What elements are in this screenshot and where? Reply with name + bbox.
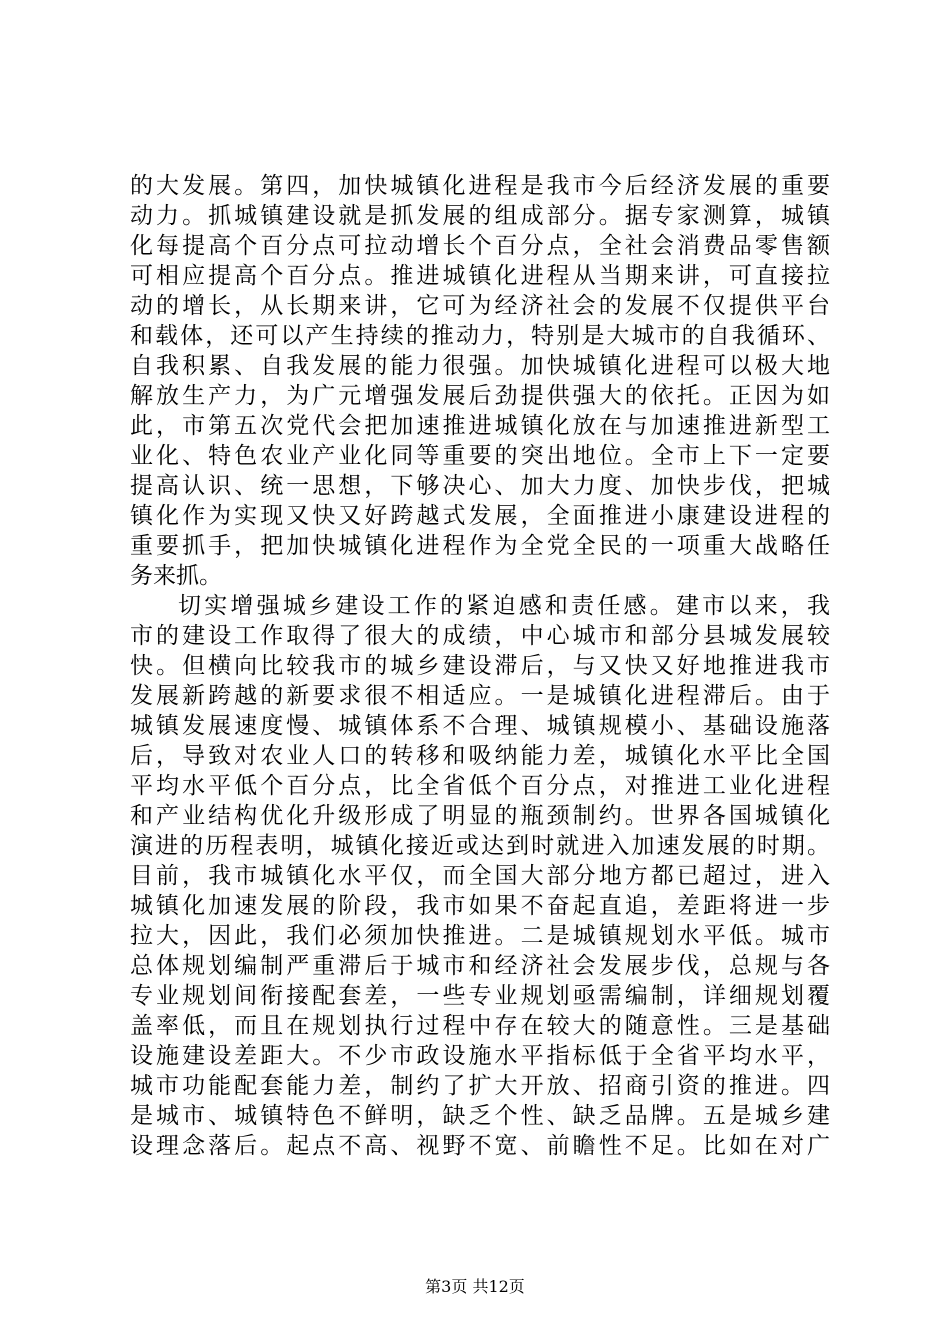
text-line: 城镇化加速发展的阶段，我市如果不奋起直追，差距将进一步	[130, 893, 830, 919]
text-line: 平均水平低个百分点，比全省低个百分点，对推进工业化进程	[130, 773, 830, 799]
text-line: 化每提高个百分点可拉动增长个百分点，全社会消费品零售额	[130, 233, 830, 259]
page-number-footer: 第3页 共12页	[425, 1277, 525, 1296]
text-line: 动的增长，从长期来讲，它可为经济社会的发展不仅提供平台	[130, 293, 830, 319]
text-line: 动力。抓城镇建设就是抓发展的组成部分。据专家测算，城镇	[130, 203, 830, 229]
text-line: 总体规划编制严重滞后于城市和经济社会发展步伐，总规与各	[130, 953, 830, 979]
text-line: 此，市第五次党代会把加速推进城镇化放在与加速推进新型工	[130, 413, 830, 439]
text-line: 和载体，还可以产生持续的推动力，特别是大城市的自我循环、	[130, 323, 830, 349]
text-line: 重要抓手，把加快城镇化进程作为全党全民的一项重大战略任	[130, 533, 830, 559]
paragraph-first-line: 切实增强城乡建设工作的紧迫感和责任感。建市以来，我	[178, 593, 830, 619]
text-line: 业化、特色农业产业化同等重要的突出地位。全市上下一定要	[130, 443, 830, 469]
paragraph-end-line: 务来抓。	[130, 563, 222, 589]
text-line: 城镇发展速度慢、城镇体系不合理、城镇规模小、基础设施落	[130, 713, 830, 739]
text-line: 目前，我市城镇化水平仅，而全国大部分地方都已超过，进入	[130, 863, 830, 889]
text-line: 演进的历程表明，城镇化接近或达到时就进入加速发展的时期。	[130, 833, 830, 859]
text-line: 提高认识、统一思想，下够决心、加大力度、加快步伐，把城	[130, 473, 830, 499]
text-line: 镇化作为实现又快又好跨越式发展，全面推进小康建设进程的	[130, 503, 830, 529]
text-line: 解放生产力，为广元增强发展后劲提供强大的依托。正因为如	[130, 383, 830, 409]
body-text	[130, 171, 830, 1161]
text-line: 可相应提高个百分点。推进城镇化进程从当期来讲，可直接拉	[130, 263, 830, 289]
text-line: 和产业结构优化升级形成了明显的瓶颈制约。世界各国城镇化	[130, 803, 830, 829]
text-line: 后，导致对农业人口的转移和吸纳能力差，城镇化水平比全国	[130, 743, 830, 769]
text-line: 市的建设工作取得了很大的成绩，中心城市和部分县城发展较	[130, 623, 830, 649]
text-line: 拉大，因此，我们必须加快推进。二是城镇规划水平低。城市	[130, 923, 830, 949]
text-line: 的大发展。第四，加快城镇化进程是我市今后经济发展的重要	[130, 173, 830, 199]
text-line: 城市功能配套能力差，制约了扩大开放、招商引资的推进。四	[130, 1073, 830, 1099]
text-line: 盖率低，而且在规划执行过程中存在较大的随意性。三是基础	[130, 1013, 830, 1039]
text-line: 设施建设差距大。不少市政设施水平指标低于全省平均水平，	[130, 1043, 830, 1069]
text-line: 快。但横向比较我市的城乡建设滞后，与又快又好地推进我市	[130, 653, 830, 679]
text-line: 自我积累、自我发展的能力很强。加快城镇化进程可以极大地	[130, 353, 830, 379]
text-line: 专业规划间衔接配套差，一些专业规划亟需编制，详细规划覆	[130, 983, 830, 1009]
text-line: 是城市、城镇特色不鲜明，缺乏个性、缺乏品牌。五是城乡建	[130, 1103, 830, 1129]
text-line: 发展新跨越的新要求很不相适应。一是城镇化进程滞后。由于	[130, 683, 830, 709]
text-line: 设理念落后。起点不高、视野不宽、前瞻性不足。比如在对广	[130, 1133, 830, 1159]
